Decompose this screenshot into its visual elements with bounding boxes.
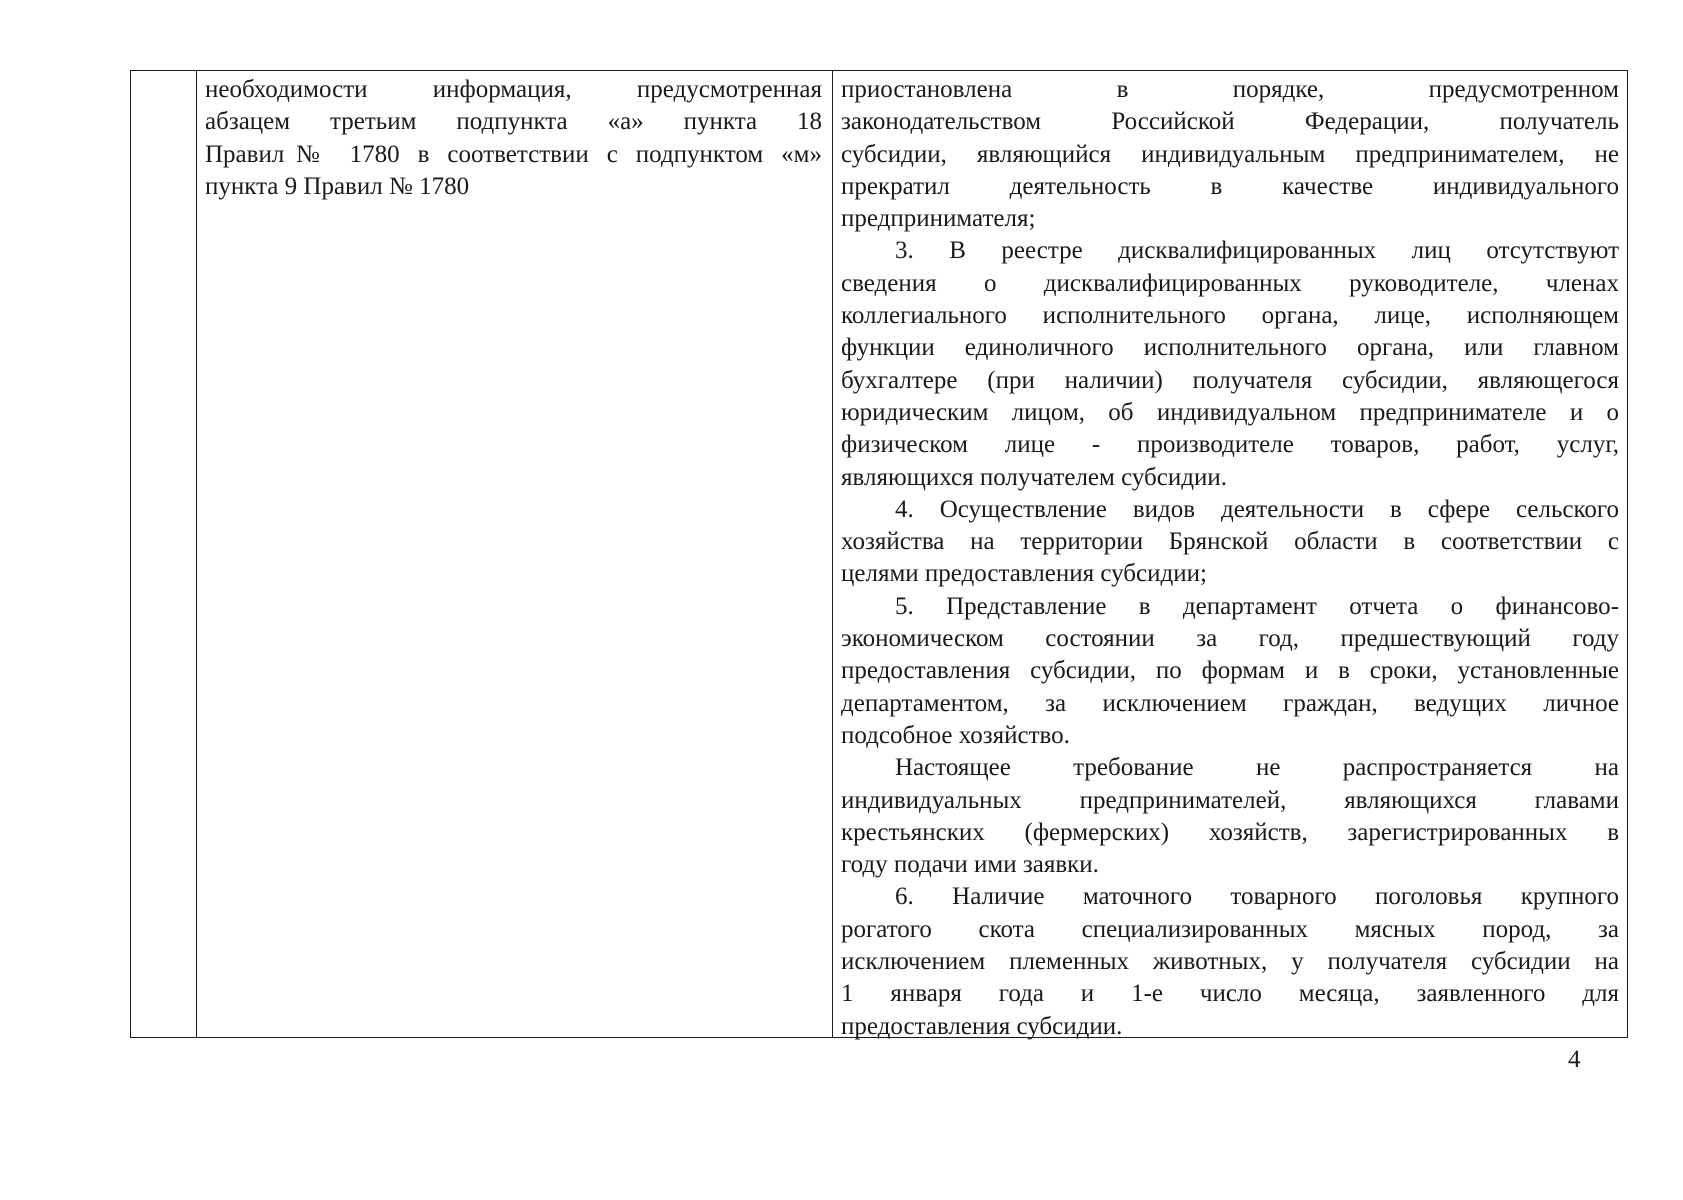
text-line: пункта 9 Правил № 1780 bbox=[205, 172, 470, 200]
text-line: абзацем третьим подпункта «а» пункта 18 bbox=[205, 108, 822, 136]
row-number-cell bbox=[131, 71, 197, 1037]
paragraph-note-start: Настоящее требование не распространяется на bbox=[895, 754, 1619, 782]
text-line: юридическим лицом, об индивидуальном предпринимателе и о bbox=[841, 398, 1619, 426]
paragraph-3-start: 3. В реестре дисквалифицированных лиц отсутствуют bbox=[895, 237, 1619, 265]
text-line: предоставления субсидии. bbox=[841, 1012, 1123, 1040]
text-line: экономическом состоянии за год, предшествующий году bbox=[841, 625, 1619, 653]
text-line: году подачи ими заявки. bbox=[841, 851, 1099, 879]
text-line: бухгалтере (при наличии) получателя субсидии, являющегося bbox=[841, 366, 1619, 394]
text-line: целями предоставления субсидии; bbox=[841, 560, 1207, 588]
paragraph-4-start: 4. Осуществление видов деятельности в сфере сельского bbox=[895, 495, 1619, 523]
text-line: хозяйства на территории Брянской области в соответствии с bbox=[841, 528, 1619, 556]
text-line: предпринимателя; bbox=[841, 205, 1036, 233]
page-number: 4 bbox=[1568, 1046, 1581, 1073]
right-text-cell bbox=[833, 71, 1627, 1040]
text-line: исключением племенных животных, у получателя субсидии на bbox=[841, 948, 1619, 976]
text-line: индивидуальных предпринимателей, являющихся главами bbox=[841, 786, 1619, 814]
text-line: Правил№ 1780 в соответствии с подпунктом «м» bbox=[205, 140, 822, 168]
text-line: приостановлена в порядке, предусмотренном bbox=[841, 76, 1619, 103]
text-line: крестьянских (фермерских) хозяйств, зарегистрированных в bbox=[841, 818, 1619, 846]
text-line: рогатого скота специализированных мясных пород, за bbox=[841, 915, 1619, 943]
text-line: прекратил деятельность в качестве индивидуального bbox=[841, 172, 1619, 200]
text-line: субсидии, являющийся индивидуальным предпринимателем, не bbox=[841, 140, 1619, 168]
text-line: являющихся получателем субсидии. bbox=[841, 463, 1227, 491]
text-line: физическом лице - производителе товаров, работ, услуг, bbox=[841, 431, 1619, 459]
text-line: функции единоличного исполнительного органа, или главном bbox=[841, 334, 1619, 362]
text-line: подсобное хозяйство. bbox=[841, 721, 1070, 749]
document-table bbox=[130, 70, 1628, 1038]
text-line: законодательством Российской Федерации, получатель bbox=[841, 108, 1619, 136]
paragraph-5-start: 5. Представление в департамент отчета о финансово- bbox=[895, 592, 1619, 620]
text-line: сведения о дисквалифицированных руководителе, членах bbox=[841, 269, 1619, 297]
text-line: департаментом, за исключением граждан, ведущих личное bbox=[841, 689, 1619, 717]
text-line: коллегиального исполнительного органа, лице, исполняющем bbox=[841, 302, 1619, 330]
text-line: необходимости информация, предусмотренная bbox=[205, 76, 822, 103]
left-text-cell bbox=[197, 71, 833, 1037]
text-line: 1 января года и 1-е число месяца, заявленного для bbox=[841, 980, 1619, 1008]
paragraph-6-start: 6. Наличие маточного товарного поголовья крупного bbox=[895, 883, 1619, 911]
text-line: предоставления субсидии, по формам и в сроки, установленные bbox=[841, 657, 1619, 685]
